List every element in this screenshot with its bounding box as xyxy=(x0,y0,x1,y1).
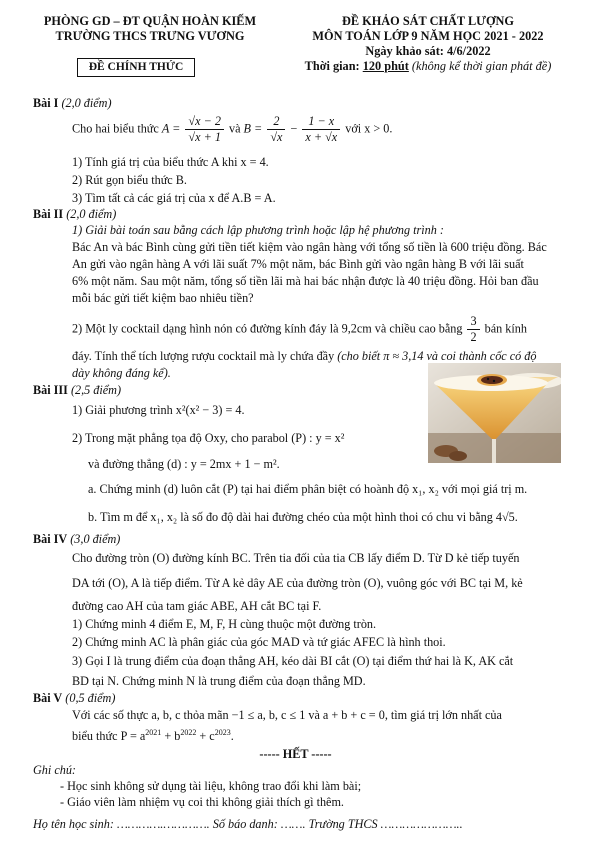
header-left xyxy=(30,14,270,44)
fraction-B2: $\frac{1 - x}{x + √x}$ xyxy=(302,114,340,145)
bai4-line1: Cho đường tròn (O) đường kính BC. Trên tia đối của tia CB lấy điểm D. Từ D kẻ tiếp tuyến xyxy=(72,551,520,565)
note-line1: - Học sinh không sử dụng tài liệu, không trao đổi khi làm bài; xyxy=(60,779,362,793)
student-info-line: Họ tên học sinh: ………….…………. Số báo danh: ……. Trường THCS ………………….. xyxy=(33,817,463,831)
bai2-p1-line2: An gửi vào ngân hàng A với lãi suất 7% một năm, bác Bình gửi vào ngân hàng B với lãi suất xyxy=(72,257,524,271)
bai3-q2: 2) Trong mặt phẳng tọa độ Oxy, cho parabol (P) : y = x² xyxy=(72,431,345,445)
bai1-q1: 1) Tính giá trị của biểu thức A khi x = 4. xyxy=(72,155,269,169)
bai3-qb: b. Tìm m để x₁, x₂ là số đo độ dài hai đường chéo của một hình thoi có chu vi bằng 4√5. xyxy=(88,510,518,524)
bai4-q3-line2: BD tại N. Chứng minh N là trung điểm của đoạn thẳng MD. xyxy=(72,674,366,688)
section-title-bai4: Bài IV (3,0 điểm) xyxy=(33,532,121,546)
bai1-expressions: Cho hai biểu thức A = $\frac{√x - 2}{√x + 1}$ và B = $\frac{2}{√x}$ − $\frac{1 - x}{x + √x}$ với x > 0. xyxy=(72,114,393,144)
section-title-bai3: Bài III (2,5 điểm) xyxy=(33,383,122,397)
survey-date: Ngày khảo sát: 4/6/2022 xyxy=(365,44,491,58)
bai5-line2: biểu thức $P = a^{2021} + b^{2022} + c^{2023}$. xyxy=(72,728,234,744)
bai2-p2-line2: đáy. Tính thể tích lượng rượu cocktail mà ly chứa đầy (cho biết π ≈ 3,14 và coi thành cốc có độ xyxy=(72,349,537,363)
end-marker: ----- HẾT ----- xyxy=(259,747,332,761)
section-title-bai1: Bài I (2,0 điểm) xyxy=(33,96,112,110)
bai1-q3: 3) Tìm tất cả các giá trị của x để A.B = A. xyxy=(72,191,276,205)
exam-subject: MÔN TOÁN LỚP 9 NĂM HỌC 2021 - 2022 xyxy=(312,29,544,43)
bai1-q2: 2) Rút gọn biểu thức B. xyxy=(72,173,187,187)
bai4-line3: đường cao AH của tam giác ABE, AH cắt BC tại F. xyxy=(72,599,322,613)
official-exam-label: ĐỀ CHÍNH THỨC xyxy=(77,58,195,77)
fraction-three-halves: $\frac{3}{2}$ xyxy=(467,314,479,345)
bai4-q3-line1: 3) Gọi I là trung điểm của đoạn thẳng AH, kéo dài BI cắt (O) tại điểm thứ hai là K, AK cắt xyxy=(72,654,514,668)
section-title-bai2: Bài II (2,0 điểm) xyxy=(33,207,117,221)
note-line2: - Giáo viên làm nhiệm vụ coi thi không giải thích gì thêm. xyxy=(60,795,344,809)
bai4-q2: 2) Chứng minh AC là phân giác của góc MAD và tứ giác AFEC là hình thoi. xyxy=(72,635,446,649)
department-name: PHÒNG GD – ĐT QUẬN HOÀN KIẾM xyxy=(43,14,257,28)
bai2-p1-line4: mỗi bác gửi tiết kiệm bao nhiêu tiền? xyxy=(72,291,254,305)
exam-title: ĐỀ KHẢO SÁT CHẤT LƯỢNG xyxy=(342,14,514,28)
note-title: Ghi chú: xyxy=(33,763,76,777)
section-title-bai5: Bài V (0,5 điểm) xyxy=(33,691,116,705)
fraction-A: $\frac{√x - 2}{√x + 1}$ xyxy=(185,114,224,145)
bai4-q1: 1) Chứng minh 4 điểm E, M, F, H cùng thuộc một đường tròn. xyxy=(72,617,377,631)
fraction-B1: $\frac{2}{√x}$ xyxy=(267,114,285,145)
bai4-line2: DA tới (O), A là tiếp điểm. Từ A kẻ dây AE của đường tròn (O), vuông góc với BC tại M, kẻ xyxy=(72,576,523,590)
bai3-q1: 1) Giải phương trình x²(x² − 3) = 4. xyxy=(72,403,245,417)
bai2-p1-line1: Bác An và bác Bình cùng gửi tiền tiết kiệm vào ngân hàng với tổng số tiền là 600 triệu đồng. Bác xyxy=(72,240,547,254)
bai2-p2-line1: 2) Một ly cocktail dạng hình nón có đường kính đáy là 9,2cm và chiều cao bằng $\frac{3}{2}$ bán kính xyxy=(72,314,527,344)
bai2-p1-line3: 6% một năm. Sau một năm, tổng số tiền lãi mà hai bác nhận được là 40 triệu đồng. Hỏi ban đầu xyxy=(72,274,539,288)
bai2-p2-line3: dày không đáng kể). xyxy=(72,366,171,380)
exam-time: Thời gian: 120 phút (không kể thời gian phát đề) xyxy=(304,59,552,73)
bai3-qa: a. Chứng minh (d) luôn cắt (P) tại hai điểm phân biệt có hoành độ x₁, x₂ với mọi giá trị m. xyxy=(88,482,528,496)
bai5-line1: Với các số thực a, b, c thỏa mãn −1 ≤ a, b, c ≤ 1 và a + b + c = 0, tìm giá trị lớn nhất của xyxy=(72,708,502,722)
header-right xyxy=(278,14,578,74)
bai3-q2-line: và đường thẳng (d) : y = 2mx + 1 − m². xyxy=(88,457,280,471)
bai2-p1-intro: 1) Giải bài toán sau bằng cách lập phương trình hoặc lập hệ phương trình : xyxy=(72,223,444,237)
school-name: TRƯỜNG THCS TRƯNG VƯƠNG xyxy=(55,29,245,43)
